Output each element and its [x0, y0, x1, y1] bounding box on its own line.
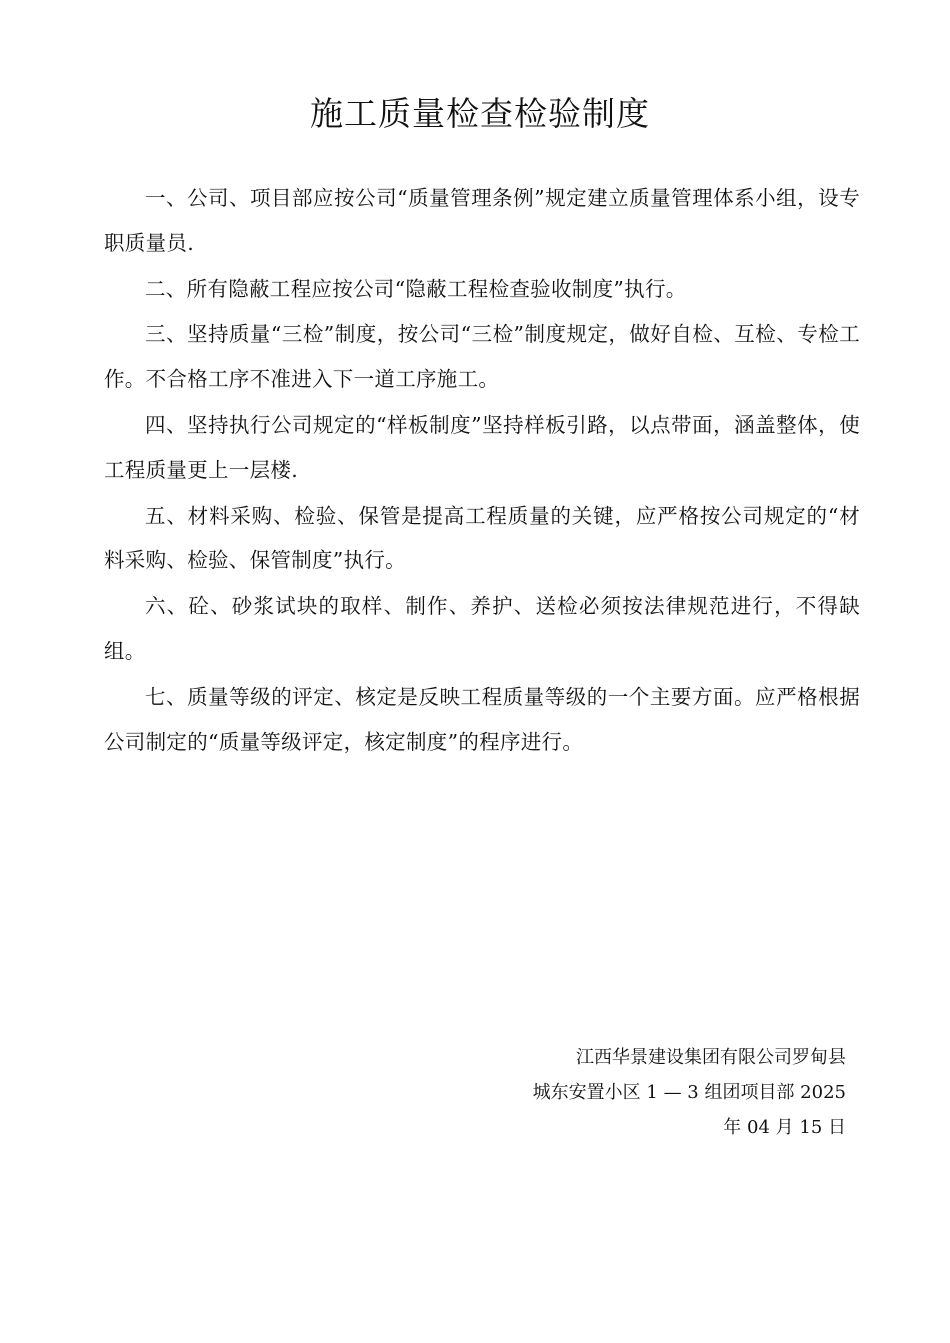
document-body	[104, 176, 860, 765]
paragraph-1: 一、公司、项目部应按公司“质量管理条例”规定建立质量管理体系小组，设专职质量员.	[104, 186, 860, 255]
paragraph-5: 五、材料采购、检验、保管是提高工程质量的关键，应严格按公司规定的“材料采购、检验、保管制度”执行。	[104, 503, 860, 573]
paragraph-4: 四、坚持执行公司规定的“样板制度”坚持样板引路，以点带面，涵盖整体，使工程质量更上一层楼.	[104, 412, 860, 482]
document-title: 施工质量检查检验制度	[310, 94, 650, 133]
signature-organization: 江西华景建设集团有限公司罗甸县	[576, 1047, 846, 1068]
paragraph-3: 三、坚持质量“三检”制度，按公司“三检”制度规定，做好自检、互检、专检工作。不合格工序不准进入下一道工序施工。	[104, 322, 860, 392]
paragraph-2: 二、所有隐蔽工程应按公司“隐蔽工程检查验收制度”执行。	[145, 276, 687, 301]
signature-project: 城东安置小区 1 — 3 组团项目部 2025	[532, 1082, 846, 1103]
signature-block	[526, 1040, 846, 1145]
paragraph-7: 七、质量等级的评定、核定是反映工程质量等级的一个主要方面。应严格根据公司制定的“质量等级评定，核定制度”的程序进行。	[104, 684, 860, 754]
signature-date: 年 04 月 15 日	[723, 1117, 846, 1138]
paragraph-6: 六、砼、砂浆试块的取样、制作、养护、送检必须按法律规范进行，不得缺组。	[104, 594, 860, 663]
